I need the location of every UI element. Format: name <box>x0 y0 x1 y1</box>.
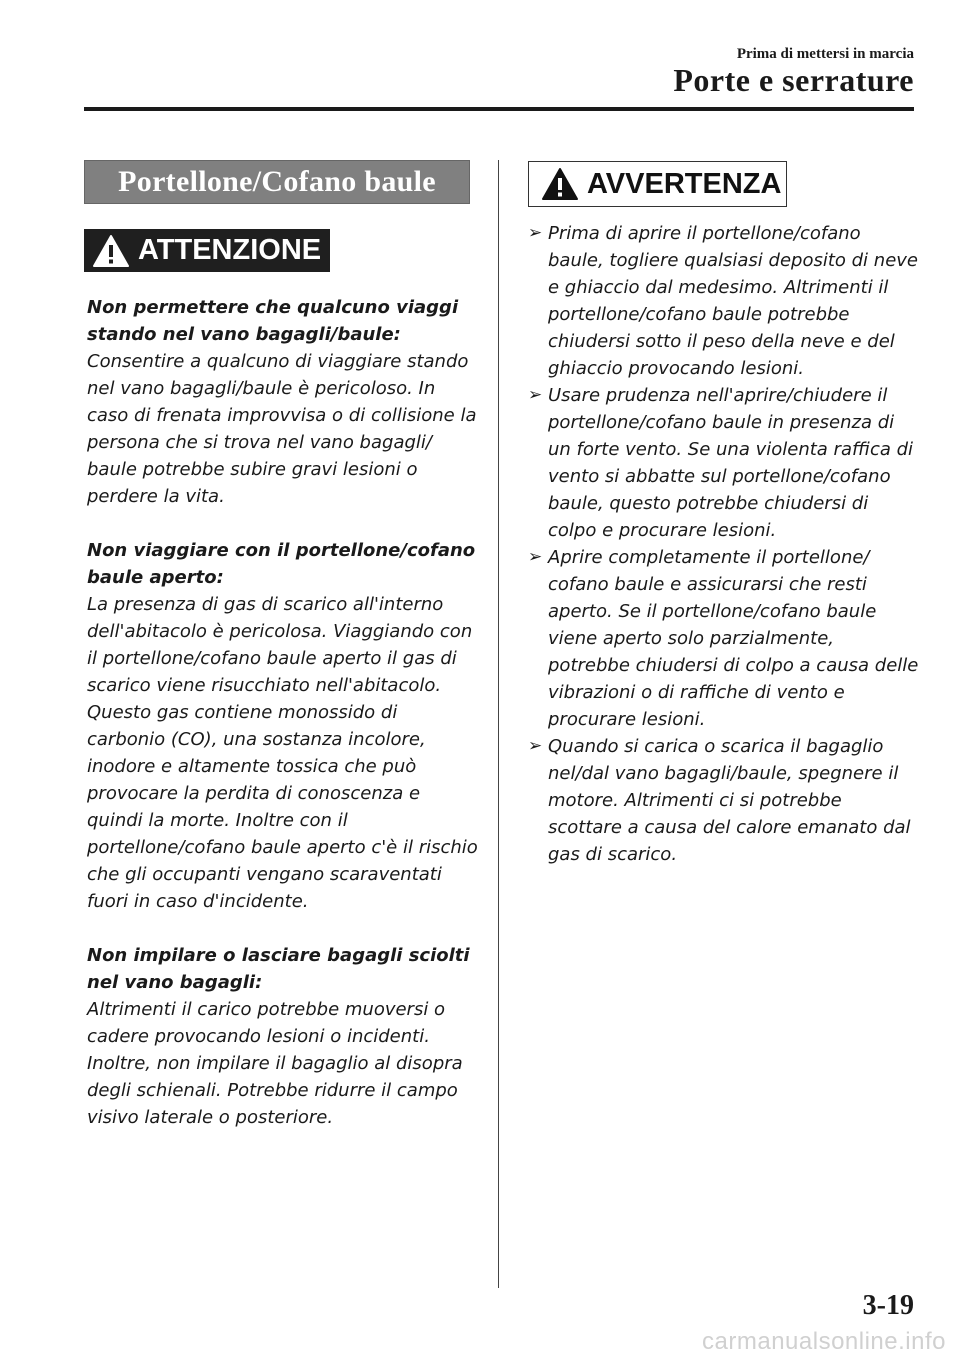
section-title: Portellone/Cofano baule <box>84 160 470 204</box>
warning-triangle-icon <box>541 167 579 201</box>
column-divider <box>498 160 499 1288</box>
warning-bullet <box>528 733 920 868</box>
page-number: 3-19 <box>862 1290 914 1321</box>
attention-label <box>84 229 330 272</box>
paragraph-heading: Non permettere che qualcuno viaggi stando nel vano bagagli/baule: <box>87 297 459 345</box>
paragraph-text: Consentire a qualcuno di viaggiare stando nel vano bagagli/baule è pericoloso. In caso di frenata improvvisa o di collisione la persona che si trova nel vano bagagli/ baule potrebbe subire gravi lesioni o perdere la vita. <box>87 351 477 507</box>
bullet-arrow-icon: ➢ <box>528 736 543 756</box>
attention-paragraph <box>87 537 479 915</box>
bullet-arrow-icon: ➢ <box>528 223 543 243</box>
bullet-text: Aprire completamente il portellone/ cofano baule e assicurarsi che resti aperto. Se il portellone/cofano baule viene aperto solo parzialmente, potrebbe chiudersi di colpo a causa delle vibrazioni o di raffiche di vento e procurare lesioni. <box>548 547 919 730</box>
bullet-arrow-icon: ➢ <box>528 385 543 405</box>
warning-bullet <box>528 544 920 733</box>
warning-label <box>528 161 787 207</box>
warning-bullet <box>528 220 920 382</box>
watermark: carmanualsonline.info <box>702 1328 946 1355</box>
bullet-text: Usare prudenza nell'aprire/chiudere il portellone/cofano baule in presenza di un forte vento. Se una violenta raffica di vento si abbatte sul portellone/cofano baule, questo potrebbe chiudersi di colpo e procurare lesioni. <box>548 385 914 541</box>
bullet-arrow-icon: ➢ <box>528 547 543 567</box>
warning-body <box>528 220 920 868</box>
attention-paragraph <box>87 942 479 1131</box>
warning-triangle-icon <box>92 234 130 268</box>
paragraph-heading: Non viaggiare con il portellone/cofano baule aperto: <box>87 540 476 588</box>
header-rule <box>84 107 914 111</box>
warning-bullet <box>528 382 920 544</box>
attention-paragraph <box>87 294 479 510</box>
paragraph-text: Altrimenti il carico potrebbe muoversi o cadere provocando lesioni o incidenti. Inoltre, non impilare il bagaglio al disopra degli schienali. Potrebbe ridurre il campo visivo laterale o posteriore. <box>87 999 463 1128</box>
attention-label-text: ATTENZIONE <box>138 234 322 266</box>
chapter-header: Prima di mettersi in marcia <box>736 46 914 62</box>
attention-body <box>87 294 479 1158</box>
bullet-text: Quando si carica o scarica il bagaglio nel/dal vano bagagli/baule, spegnere il motore. Altrimenti ci si potrebbe scottare a causa del calore emanato dal gas di scarico. <box>548 736 911 865</box>
warning-label-text: AVVERTENZA <box>587 167 782 200</box>
paragraph-heading: Non impilare o lasciare bagagli sciolti nel vano bagagli: <box>87 945 470 993</box>
bullet-text: Prima di aprire il portellone/cofano baule, togliere qualsiasi deposito di neve e ghiaccio dal medesimo. Altrimenti il portellone/cofano baule potrebbe chiudersi sotto il peso della neve e del ghiaccio provocando lesioni. <box>548 223 918 379</box>
paragraph-text: La presenza di gas di scarico all'interno dell'abitacolo è pericolosa. Viaggiando con il portellone/cofano baule aperto il gas di scarico viene risucchiato nell'abitacolo. Questo gas contiene monossido di carbonio (CO), una sostanza incolore, inodore e altamente tossica che può provocare la perdita di conoscenza e quindi la morte. Inoltre con il portellone/cofano baule aperto c'è il rischio che gli occupanti vengano scaraventati fuori in caso d'incidente. <box>87 594 478 912</box>
section-header: Porte e serrature <box>673 62 914 98</box>
